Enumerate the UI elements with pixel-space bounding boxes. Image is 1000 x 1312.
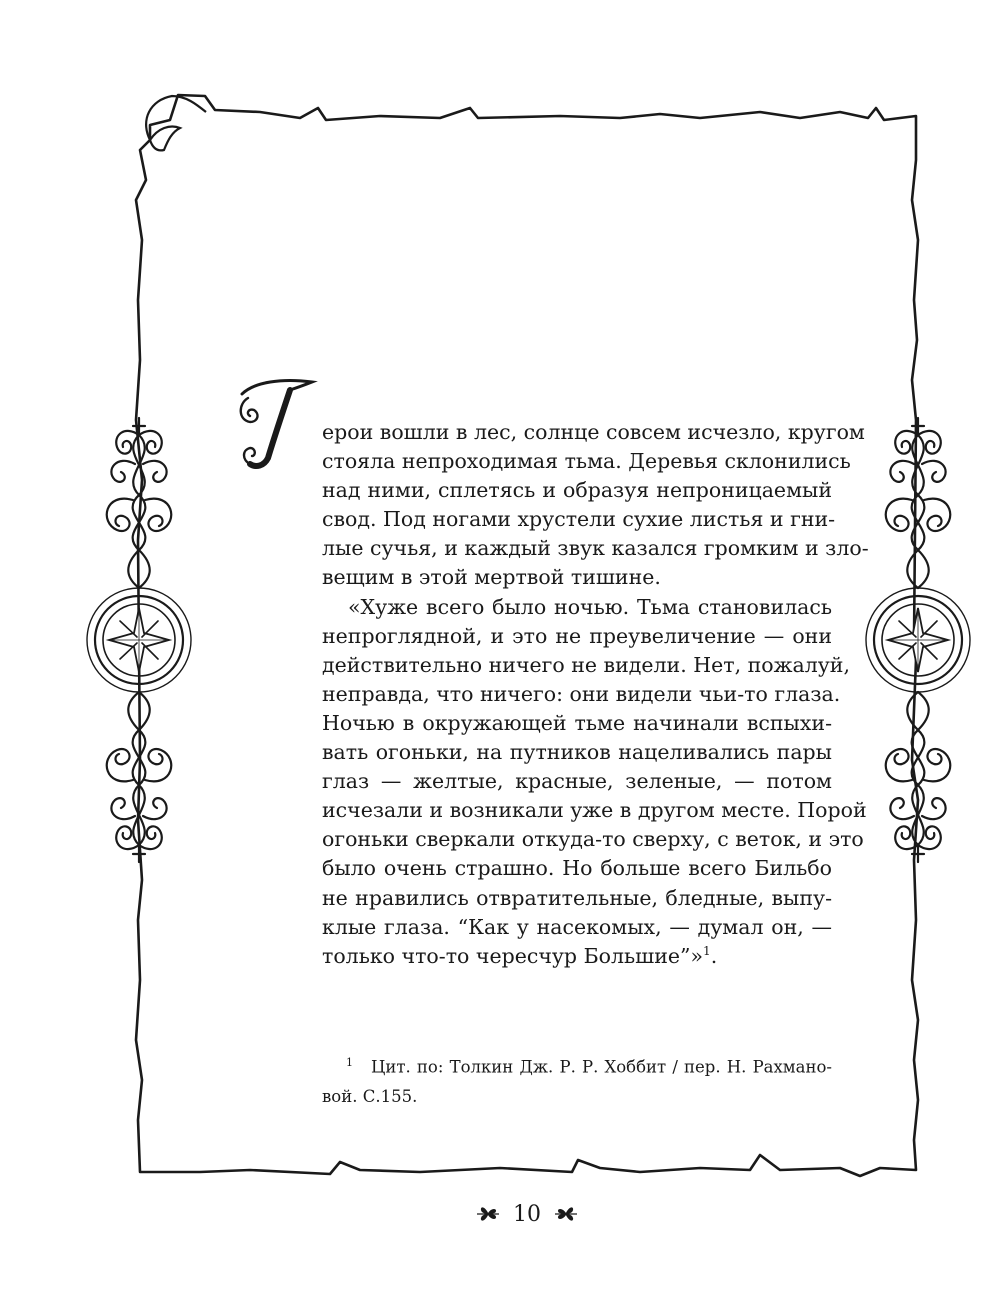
text-line: клые глаза. “Как у насекомых, — думал он, — — [322, 914, 832, 939]
footnote-mark: 1 — [346, 1056, 353, 1069]
text-line-last — [322, 942, 832, 971]
text-line: непроглядной, и это не преувеличение — они — [322, 623, 832, 648]
text-line: вать огоньки, на путников нацеливались пары — [322, 740, 832, 765]
paragraph-2 — [322, 593, 867, 971]
text-line: не нравились отвратительные, бледные, выпу- — [322, 885, 832, 910]
svg-text:Г: Г — [232, 376, 233, 377]
text-line: огоньки сверкали откуда-то сверху, с веток, и это — [322, 827, 864, 852]
page-number: 10 — [513, 1201, 541, 1227]
body-text — [322, 418, 869, 971]
footnote-ref[interactable]: 1 — [703, 943, 711, 958]
text-line: вещим в этой мертвой тишине. — [322, 565, 661, 590]
text-line: «Хуже всего было ночью. Тьма становилась — [348, 594, 832, 619]
text-line: над ними, сплетясь и образуя непроницаемый — [322, 478, 832, 503]
text-line: исчезали и возникали уже в другом месте. Порой — [322, 798, 867, 823]
text-line: неправда, что ничего: они видели чьи-то глаза. — [322, 681, 841, 706]
paragraph-1 — [322, 418, 869, 593]
fleuron-icon — [475, 1204, 501, 1224]
text-line: лые сучья, и каждый звук казался громким и зло- — [322, 536, 869, 561]
text-line: свод. Под ногами хрустели сухие листья и гни- — [322, 507, 836, 532]
footnote-line — [322, 1048, 832, 1082]
sentence-end: . — [710, 943, 718, 968]
text-line: глаз — желтые, красные, зеленые, — потом — [322, 769, 832, 794]
text-line: Ночью в окружающей тьме начинали вспыхи- — [322, 710, 832, 735]
text-line: действительно ничего не видели. Нет, пожалуй, — [322, 652, 850, 677]
footnote — [322, 1048, 832, 1111]
text-line: стояла непроходимая тьма. Деревья склонились — [322, 449, 851, 474]
text-line: только что-то чересчур Большие”» — [322, 943, 704, 968]
page-number-block — [470, 1196, 584, 1232]
footnote-line: вой. С.155. — [322, 1086, 418, 1106]
text-line: было очень страшно. Но больше всего Бильбо — [322, 856, 832, 881]
drop-cap — [232, 376, 318, 472]
text-line: ерои вошли в лес, солнце совсем исчезло, кругом — [322, 420, 865, 444]
footnote-text: Цит. по: Толкин Дж. Р. Р. Хоббит / пер. Н. Рахмано- — [371, 1057, 832, 1077]
fleuron-icon — [553, 1204, 579, 1224]
